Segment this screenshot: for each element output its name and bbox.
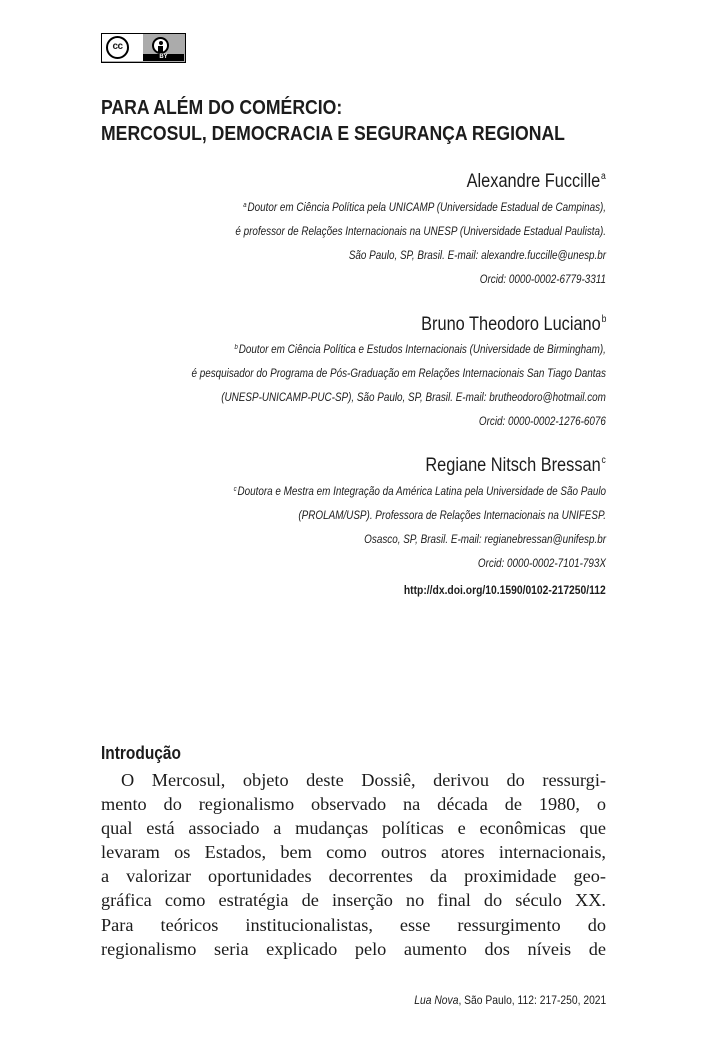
article-title: [101, 95, 565, 147]
affiliation-line: Doutor em Ciência Política e Estudos Internacionais (Universidade de Birmingham),: [238, 344, 606, 356]
author-name-text: Regiane Nitsch Bressan: [425, 455, 601, 476]
author-footnote-mark: a: [601, 171, 606, 182]
page-footer: [414, 993, 606, 1007]
author-name-text: Bruno Theodoro Luciano: [420, 314, 601, 335]
body-line: levaram os Estados, bem como outros atores internacionais,: [101, 842, 606, 863]
body-line: qual está associado a mudanças políticas e econômicas que: [101, 818, 606, 839]
author-name-text: Alexandre Fuccille: [466, 171, 601, 192]
body-line: mento do regionalismo observado na década de 1980, o: [101, 794, 606, 815]
affiliation-line: (PROLAM/USP). Professora de Relações Internacionais na UNIFESP.: [298, 510, 606, 522]
author-affiliation: [234, 478, 606, 576]
affiliation-footnote-mark: b: [234, 344, 238, 351]
section-heading: Introdução: [101, 743, 181, 763]
article-title-line-2: MERCOSUL, DEMOCRACIA E SEGURANÇA REGIONAL: [101, 122, 565, 145]
affiliation-footnote-mark: a: [243, 202, 247, 209]
affiliation-line: é professor de Relações Internacionais na UNESP (Universidade Estadual Paulista).: [235, 226, 606, 238]
attribution-person-icon: [152, 37, 169, 54]
body-line: regionalismo seria explicado pelo aumento dos níveis de: [101, 938, 606, 959]
by-label: BY: [143, 54, 184, 61]
author-footnote-mark: b: [601, 314, 606, 325]
author-footnote-mark: c: [601, 455, 606, 466]
author-name: [426, 450, 606, 477]
journal-citation: , São Paulo, 112: 217-250, 2021: [458, 993, 606, 1007]
orcid: Orcid: 0000-0002-1276-6076: [478, 416, 606, 428]
cc-by-license-badge: [101, 33, 186, 63]
author-affiliation: [235, 194, 606, 292]
doi-link[interactable]: http://dx.doi.org/10.1590/0102-217250/112: [404, 583, 606, 597]
affiliation-line: São Paulo, SP, Brasil. E-mail: alexandre.fuccille@unesp.br: [348, 250, 606, 262]
author-name: [421, 309, 606, 336]
body-line: a valorizar oportunidades decorrentes da proximidade geo-: [101, 866, 606, 887]
body-line: gráfica como estratégia de inserção no final do século XX.: [101, 890, 606, 911]
author-affiliation: [192, 336, 606, 434]
author-name: [467, 166, 606, 193]
orcid: Orcid: 0000-0002-6779-3311: [479, 274, 606, 286]
orcid: Orcid: 0000-0002-7101-793X: [477, 558, 606, 570]
affiliation-line: é pesquisador do Programa de Pós-Graduação em Relações Internacionais San Tiago Dantas: [191, 368, 606, 380]
cc-icon: cc: [106, 36, 129, 59]
body-line: O Mercosul, objeto deste Dossiê, derivou do ressurgi-: [121, 770, 606, 790]
affiliation-line: Doutor em Ciência Política pela UNICAMP (Universidade Estadual de Campinas),: [247, 202, 606, 214]
article-title-line-1: PARA ALÉM DO COMÉRCIO:: [101, 96, 343, 119]
affiliation-footnote-mark: c: [233, 486, 237, 493]
affiliation-line: Osasco, SP, Brasil. E-mail: regianebressan@unifesp.br: [364, 534, 606, 546]
affiliation-line: (UNESP-UNICAMP-PUC-SP), São Paulo, SP, Brasil. E-mail: brutheodoro@hotmail.com: [221, 392, 606, 404]
journal-name: Lua Nova: [413, 993, 459, 1007]
affiliation-line: Doutora e Mestra em Integração da América Latina pela Universidade de São Paulo: [237, 486, 606, 498]
body-line: Para teóricos institucionalistas, esse ressurgimento do: [101, 914, 606, 935]
body-paragraph: [101, 768, 606, 961]
